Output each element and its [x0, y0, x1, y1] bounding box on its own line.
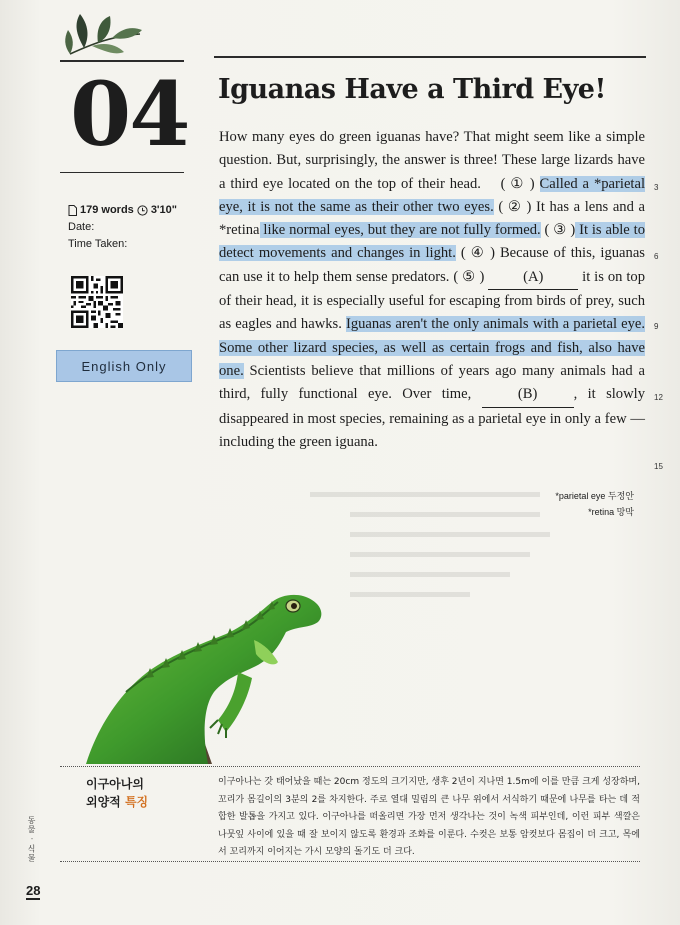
- sentence-disappeared: , it slowly disappeared in most species, remaining as a parietal eye in only a few — including the green iguana.: [219, 386, 645, 450]
- word-count: 179 words: [80, 204, 134, 216]
- reading-meta: [68, 202, 177, 253]
- sentence-not-the-same: eye, it is not the same as their other two eyes.: [219, 198, 494, 215]
- iguana-photo: [86, 582, 336, 764]
- line-number: 9: [654, 322, 659, 331]
- page-number: 28: [26, 883, 41, 898]
- header-rule-right: [214, 56, 646, 58]
- info-box-bottom-border: [60, 861, 640, 862]
- section-side-label: 동물 · 식물: [27, 816, 36, 863]
- term-retina: *retina: [219, 222, 260, 239]
- insert-marker-3: ( ③ ): [544, 222, 576, 239]
- passage-intro: How many eyes do green iguanas have? That might seem like a simple question. But, surprisingly, the answer is three! These large lizards have a third eye located on the top of their head.: [219, 129, 645, 192]
- sentence-has-lens: It has a lens and a: [531, 198, 646, 215]
- sentence-not-fully-formed: like normal eyes, but they are not fully formed.: [259, 222, 541, 239]
- insert-marker-5: ( ⑤ ): [453, 268, 485, 285]
- glossary-retina: *retina 망막: [588, 507, 634, 517]
- line-number: 6: [654, 252, 659, 261]
- date-label: Date:: [68, 221, 95, 233]
- glossary-parietal: *parietal eye 두정안: [555, 491, 634, 501]
- sentence-detect-movements: It is able to detect movements and changes in light.: [219, 222, 645, 262]
- sentence-because-of-this: Because of this, iguanas can use it to help them sense predators.: [219, 245, 645, 285]
- qr-code[interactable]: [71, 276, 123, 328]
- insert-marker-4: ( ④ ): [460, 245, 495, 262]
- line-number: 12: [654, 393, 663, 402]
- clock-icon: [137, 205, 148, 216]
- glossary: [555, 488, 634, 520]
- info-box-top-border: [60, 766, 640, 767]
- unit-number: 04: [70, 62, 189, 166]
- unit-rule: [60, 172, 184, 173]
- sentence-called-a: Called a: [539, 175, 594, 192]
- reading-passage: [219, 126, 645, 454]
- info-title-plain: 외양적: [86, 795, 125, 809]
- sentence-not-only-animals: Iguanas aren't the only animals with a parietal eye. Some other lizard species, as well as certain frogs and fish, also have one.: [219, 316, 645, 379]
- sentence-on-top: it is on top of their head, it is especially useful for escaping from birds of prey, such as eagles and hawks.: [219, 268, 645, 333]
- info-title-line1: 이구아나의: [86, 777, 144, 791]
- term-parietal: *parietal: [593, 175, 646, 192]
- line-number: 3: [654, 183, 659, 192]
- time-taken-label: Time Taken:: [68, 238, 128, 250]
- blank-b[interactable]: (B): [482, 383, 574, 407]
- insert-marker-1: ( ① ): [500, 175, 535, 192]
- bleed-through-shadow: [310, 484, 560, 614]
- line-number: 15: [654, 462, 663, 471]
- article-title: Iguanas Have a Third Eye!: [218, 74, 606, 105]
- document-icon: [68, 205, 77, 216]
- info-title-highlight: 특징: [124, 795, 149, 809]
- reading-time: 3'10": [150, 204, 177, 216]
- blank-a[interactable]: (A): [488, 266, 578, 290]
- info-box-text: 이구아나는 갓 태어났을 때는 20cm 정도의 크기지만, 생후 2년이 지나면 1.5m에 이를 만큼 크게 성장하며, 꼬리가 몸길이의 3분의 2를 차지한다. 주로 열대 밀림의 큰 나무 위에서 서식하기 때문에 나무를 타는 데 적합한 발톱을 가지고 있다. 이구아나를 떠올리면 가장 먼저 생각나는 것이 녹색 피부인데, 이런 피부 색깔은 나뭇잎 사이에 있을 때 잘 보이지 않도록 환경과 조화를 이룬다. 수컷은 보통 암컷보다 몸집이 더 크고, 목에서 꼬리까지 이어지는 가시 모양의 돌기도 더 크다.: [218, 777, 640, 858]
- sentence-scientists: Scientists believe that millions of years ago many animals had a third, fully functional eye. Over time,: [219, 362, 645, 403]
- info-box-title: [86, 775, 148, 811]
- english-only-badge: English Only: [56, 350, 192, 382]
- insert-marker-2: ( ② ): [498, 198, 532, 215]
- leaf-icon: [62, 10, 146, 60]
